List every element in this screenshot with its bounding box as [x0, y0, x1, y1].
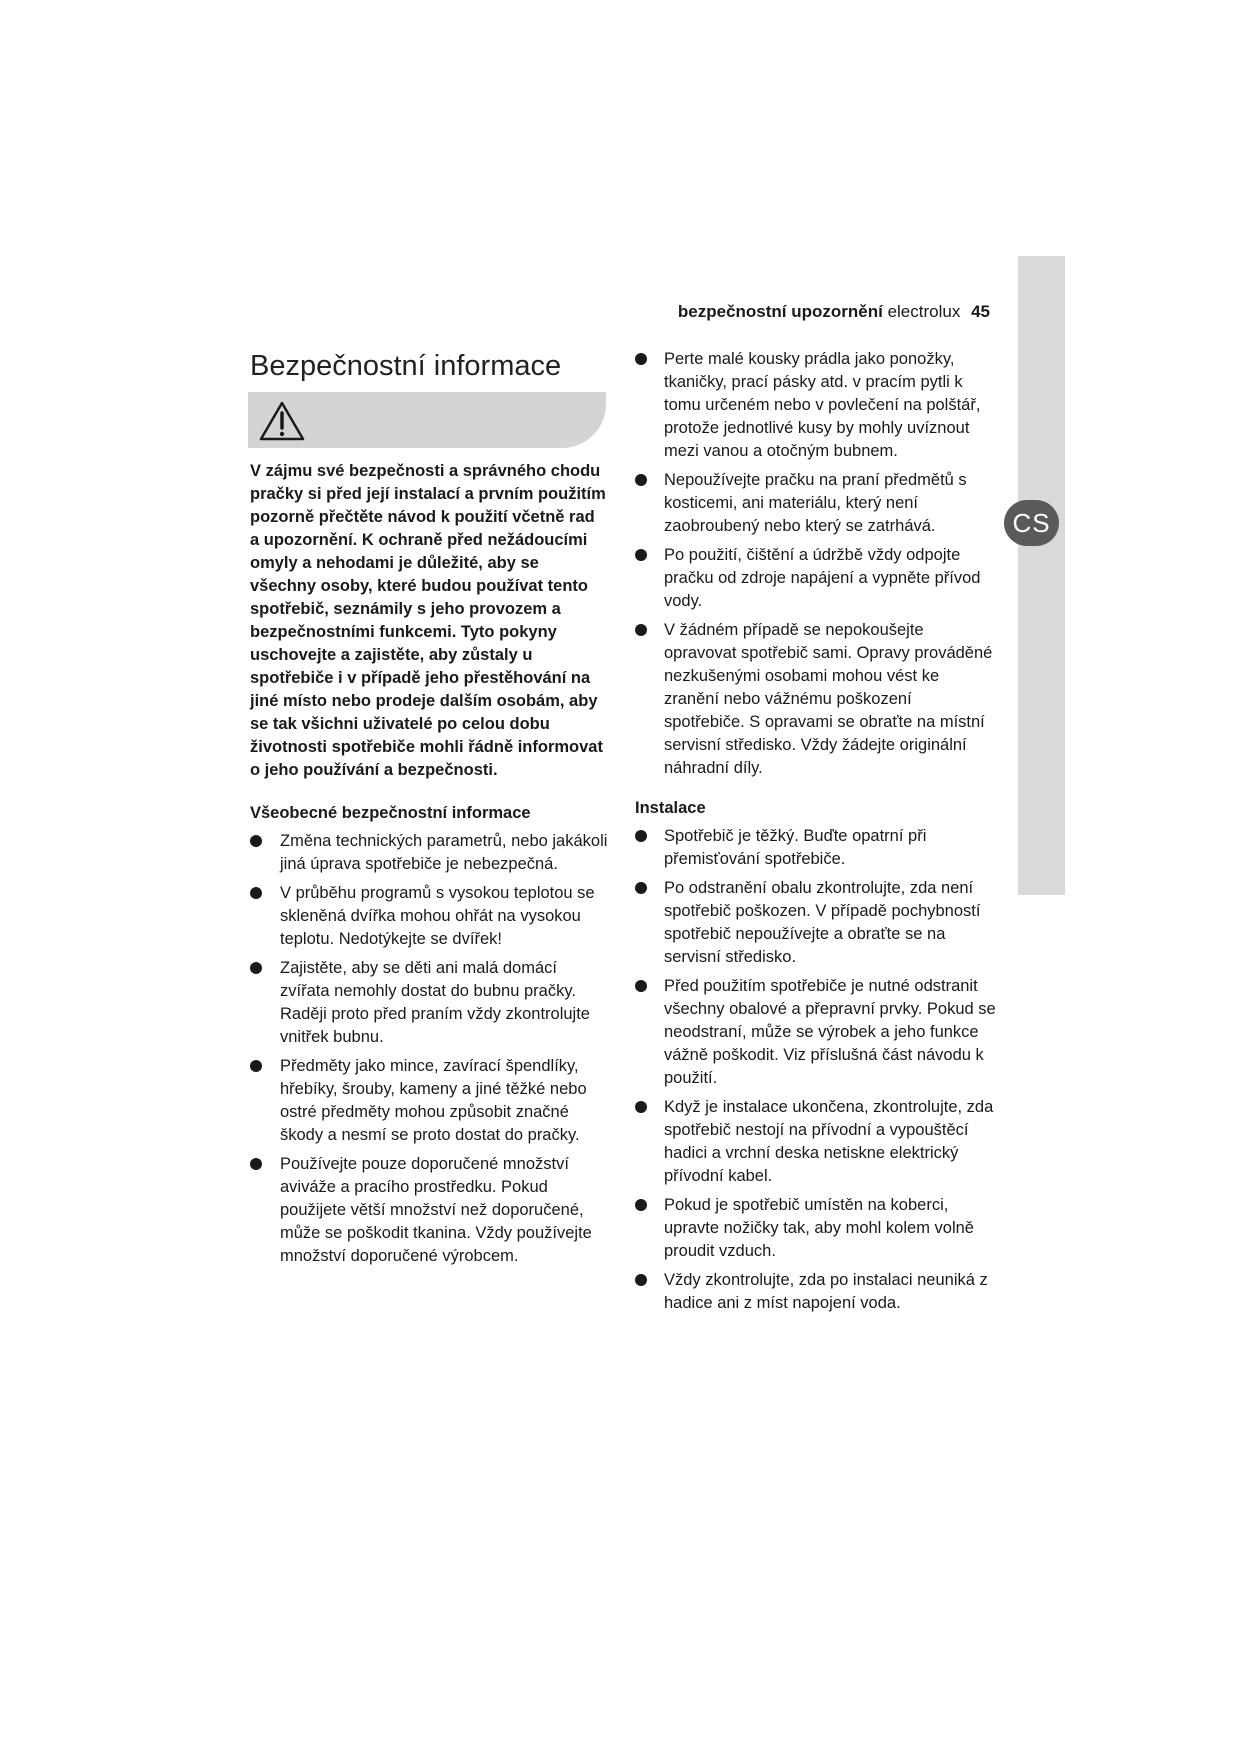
intro-text-line: a upozornění. K ochraně před nežádoucími — [250, 531, 588, 549]
list-item — [635, 1096, 995, 1188]
running-head-section: bezpečnostní upozornění — [677, 302, 883, 321]
bullet-icon — [635, 980, 647, 992]
intro-text-line: uschovejte a zajistěte, aby zůstaly u — [250, 646, 533, 664]
intro-text-line: pračky si před její instalací a prvním použitím — [250, 485, 606, 503]
list-item-text-line: tkaničky, prací pásky atd. v pracím pytli k — [664, 373, 963, 391]
list-item-text-line: mezi vanou a otočným bubnem. — [664, 442, 898, 460]
list-item-text-line: spotřebič poškozen. V případě pochybností — [664, 902, 981, 920]
intro-text-line: životnosti spotřebiče mohli řádně informovat — [250, 738, 603, 756]
list-item-text-line: opravovat spotřebič sami. Opravy prováděné — [664, 644, 993, 662]
list-item-text-line: vody. — [664, 592, 703, 610]
list-item-text-line: přívodní kabel. — [664, 1167, 773, 1185]
right-column — [635, 348, 995, 1321]
list-item-text-line: Změna technických parametrů, nebo jakákoli — [280, 832, 608, 850]
list-item-text-line: Vždy zkontrolujte, zda po instalaci neuniká z — [664, 1271, 988, 1289]
installation-list — [635, 825, 995, 1315]
list-item-text-line: zranění nebo vážnému poškození — [664, 690, 912, 708]
list-item — [635, 469, 995, 538]
list-item-text-line: spotřebiče. S opravami se obraťte na místní — [664, 713, 985, 731]
list-item-text-line: neodstraní, může se výrobek a jeho funkce — [664, 1023, 979, 1041]
list-item-text-line: spotřebič nepoužívejte a obraťte se na — [664, 925, 946, 943]
list-item-text-line: všechny obalové a přepravní prvky. Pokud se — [664, 1000, 996, 1018]
list-item-text-line: pračku od zdroje napájení a vypněte přívod — [664, 569, 981, 587]
list-item-text-line: upravte nožičky tak, aby mohl kolem volně — [664, 1219, 974, 1237]
list-item-text-line: servisní středisko. Vždy žádejte originální — [664, 736, 967, 754]
list-item-text-line: Nepoužívejte pračku na praní předmětů s — [664, 471, 967, 489]
list-item — [635, 877, 995, 969]
intro-text-line: se tak všichni uživatelé po celou dobu — [250, 715, 550, 733]
list-item-text-line: Používejte pouze doporučené množství — [280, 1155, 569, 1173]
list-item-text-line: vnitřek bubnu. — [280, 1028, 384, 1046]
page-title: Bezpečnostní informace — [250, 350, 562, 382]
language-badge: CS — [1004, 500, 1059, 546]
bullet-icon — [635, 1274, 647, 1286]
list-item-text-line: Po použití, čištění a údržbě vždy odpojte — [664, 546, 961, 564]
bullet-icon — [250, 887, 262, 899]
left-column — [250, 348, 610, 1274]
list-item-text-line: může se poškodit tkanina. Vždy používejte — [280, 1224, 592, 1242]
list-item-text-line: nezkušenými osobami mohou vést ke — [664, 667, 940, 685]
list-item-text-line: hadici a vrchní deska netiskne elektrický — [664, 1144, 959, 1162]
intro-text-line: jiné místo nebo prodeje dalším osobám, aby — [250, 692, 598, 710]
intro-text-line: bezpečnostními funkcemi. Tyto pokyny — [250, 623, 557, 641]
list-item — [250, 1055, 610, 1147]
list-item — [635, 544, 995, 613]
safety-list-continued — [635, 348, 995, 780]
list-item-text-line: Když je instalace ukončena, zkontrolujte, zda — [664, 1098, 994, 1116]
list-item-text-line: teplotu. Nedotýkejte se dvířek! — [280, 930, 502, 948]
list-item-text-line: náhradní díly. — [664, 759, 763, 777]
list-item — [250, 830, 610, 876]
running-head — [610, 302, 990, 322]
list-item-text-line: proudit vzduch. — [664, 1242, 776, 1260]
list-item-text-line: aviváže a pracího prostředku. Pokud — [280, 1178, 548, 1196]
list-item-text-line: tomu určeném nebo v povlečení na polštář, — [664, 396, 981, 414]
intro-text-line: V zájmu své bezpečnosti a správného chodu — [250, 462, 601, 480]
list-item-text-line: Zajistěte, aby se děti ani malá domácí — [280, 959, 557, 977]
list-item-text-line: přemisťování spotřebiče. — [664, 850, 846, 868]
list-item-text-line: zvířata nemohly dostat do bubnu pračky. — [280, 982, 576, 1000]
bullet-icon — [635, 549, 647, 561]
bullet-icon — [635, 353, 647, 365]
list-item-text-line: hřebíky, šrouby, kameny a jiné těžké nebo — [280, 1080, 587, 1098]
list-item-text-line: Perte malé kousky prádla jako ponožky, — [664, 350, 955, 368]
list-item-text-line: množství doporučené výrobcem. — [280, 1247, 519, 1265]
list-item-text-line: hadice ani z míst napojení voda. — [664, 1294, 901, 1312]
side-tab-bar — [1018, 256, 1065, 895]
list-item — [635, 1269, 995, 1315]
intro-text-line: omyly a nehodami je důležité, aby se — [250, 554, 539, 572]
list-item-text-line: Spotřebič je těžký. Buďte opatrní při — [664, 827, 927, 845]
list-item-text-line: použijete větší množství než doporučené, — [280, 1201, 584, 1219]
list-item — [250, 1153, 610, 1268]
bullet-icon — [635, 1101, 647, 1113]
general-safety-list — [250, 830, 610, 1268]
list-item-text-line: Předměty jako mince, zavírací špendlíky, — [280, 1057, 579, 1075]
bullet-icon — [250, 1060, 262, 1072]
list-item — [635, 348, 995, 463]
list-item-text-line: servisní středisko. — [664, 948, 797, 966]
list-item-text-line: spotřebič nestojí na přívodní a vypouštěcí — [664, 1121, 969, 1139]
bullet-icon — [250, 962, 262, 974]
list-item — [250, 957, 610, 1049]
list-item-text-line: jiná úprava spotřebiče je nebezpečná. — [280, 855, 558, 873]
list-item-text-line: škody a nesmí se proto dostat do pračky. — [280, 1126, 580, 1144]
list-item — [250, 882, 610, 951]
intro-text-line: všechny osoby, které budou používat tento — [250, 577, 588, 595]
list-item-text-line: V žádném případě se nepokoušejte — [664, 621, 924, 639]
bullet-icon — [635, 624, 647, 636]
list-item-text-line: skleněná dvířka mohou ohřát na vysokou — [280, 907, 581, 925]
list-item-text-line: Raději proto před praním vždy zkontrolujte — [280, 1005, 590, 1023]
list-item-text-line: vážně poškodit. Viz příslušná část návodu k — [664, 1046, 984, 1064]
list-item-text-line: zaobroubený nebo který se zatrhává. — [664, 517, 936, 535]
list-item-text-line: Po odstranění obalu zkontrolujte, zda není — [664, 879, 974, 897]
bullet-icon — [635, 1199, 647, 1211]
intro-text-line: o jeho používání a bezpečnosti. — [250, 761, 498, 779]
intro-text-line: spotřebič, seznámily s jeho provozem a — [250, 600, 561, 618]
list-item — [635, 825, 995, 871]
bullet-icon — [635, 474, 647, 486]
bullet-icon — [250, 1158, 262, 1170]
running-head-brand: electrolux — [887, 302, 961, 321]
list-item — [635, 619, 995, 780]
general-safety-heading: Všeobecné bezpečnostní informace — [250, 804, 531, 822]
intro-paragraph — [250, 460, 610, 782]
warning-triangle-icon — [258, 400, 306, 442]
warning-band — [248, 392, 606, 448]
list-item-text-line: použití. — [664, 1069, 718, 1087]
list-item — [635, 975, 995, 1090]
list-item-text-line: Před použitím spotřebiče je nutné odstranit — [664, 977, 978, 995]
list-item-text-line: protože jednotlivé kusy by mohly uvíznout — [664, 419, 970, 437]
bullet-icon — [635, 830, 647, 842]
page-number: 45 — [971, 302, 990, 321]
bullet-icon — [250, 835, 262, 847]
list-item-text-line: kosticemi, ani materiálu, který není — [664, 494, 919, 512]
list-item-text-line: ostré předměty mohou způsobit značné — [280, 1103, 569, 1121]
list-item-text-line: Pokud je spotřebič umístěn na koberci, — [664, 1196, 949, 1214]
bullet-icon — [635, 882, 647, 894]
list-item-text-line: V průběhu programů s vysokou teplotou se — [280, 884, 595, 902]
list-item — [635, 1194, 995, 1263]
intro-text-line: pozorně přečtěte návod k použití včetně rad — [250, 508, 595, 526]
installation-heading: Instalace — [635, 799, 706, 817]
intro-text-line: spotřebiče i v případě jeho přestěhování na — [250, 669, 591, 687]
